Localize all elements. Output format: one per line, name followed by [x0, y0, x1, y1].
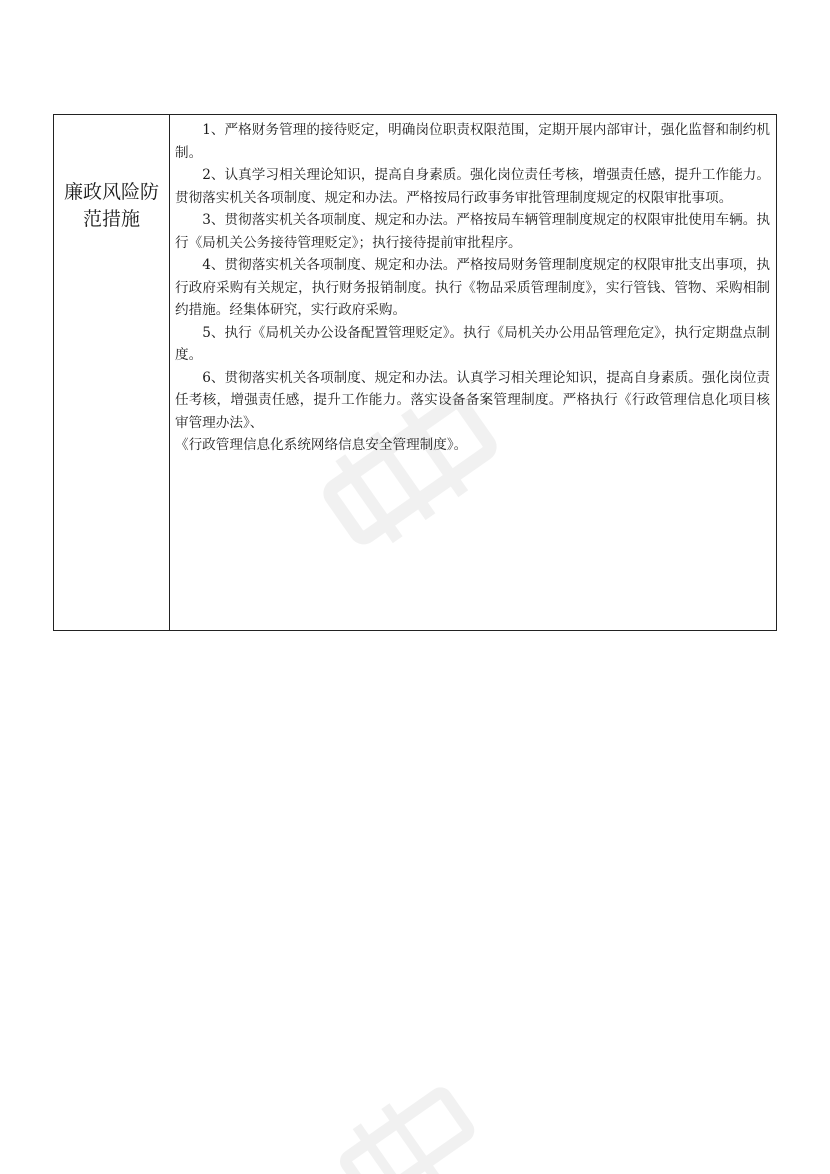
- measure-paragraph-4: 4、贯彻落实机关各项制度、规定和办法。严格按局财务管理制度规定的权限审批支出事项，执行政府采购有关规定，执行财务报销制度。执行《物品采质管理制度》，实行管钱、管物、采购相制约措施。经集体研究，实行政府采购。: [175, 257, 770, 318]
- row-label-line: 范措施: [82, 208, 140, 230]
- watermark-logo-icon: [330, 1070, 490, 1174]
- risk-measures-table: [53, 114, 777, 631]
- measure-paragraph-3: 3、贯彻落实机关各项制度、规定和办法。严格按局车辆管理制度规定的权限审批使用车辆。执行《局机关公务接待管理贬定》；执行接待提前审批程序。: [175, 212, 770, 251]
- measure-paragraph-2: 2、认真学习相关理论知识，提高自身素质。强化岗位责任考核，增强责任感，提升工作能力。贯彻落实机关各项制度、规定和办法。严格按局行政事务审批管理制度规定的权限审批事项。: [175, 167, 770, 206]
- measures-content-cell: [170, 115, 776, 630]
- measure-paragraph-6-continued: 《行政管理信息化系统网络信息安全管理制度》。: [175, 437, 468, 453]
- measure-paragraph-6: 6、贯彻落实机关各项制度、规定和办法。认真学习相关理论知识，提高自身素质。强化岗位责任考核，增强责任感，提升工作能力。落实设备备案管理制度。严格执行《行政管理信息化项目核审管理办法》、: [175, 369, 770, 431]
- measure-paragraph-5: 5、执行《局机关办公设备配置管理贬定》。执行《局机关办公用品管理危定》，执行定期盘点制度。: [175, 324, 770, 363]
- row-label-line: 廉政风险防: [63, 181, 159, 203]
- row-label-cell: [54, 115, 170, 630]
- measure-paragraph-1: 1、严格财务管理的接待贬定，明确岗位职责权限范围，定期开展内部审计，强化监督和制约机制。: [175, 122, 770, 161]
